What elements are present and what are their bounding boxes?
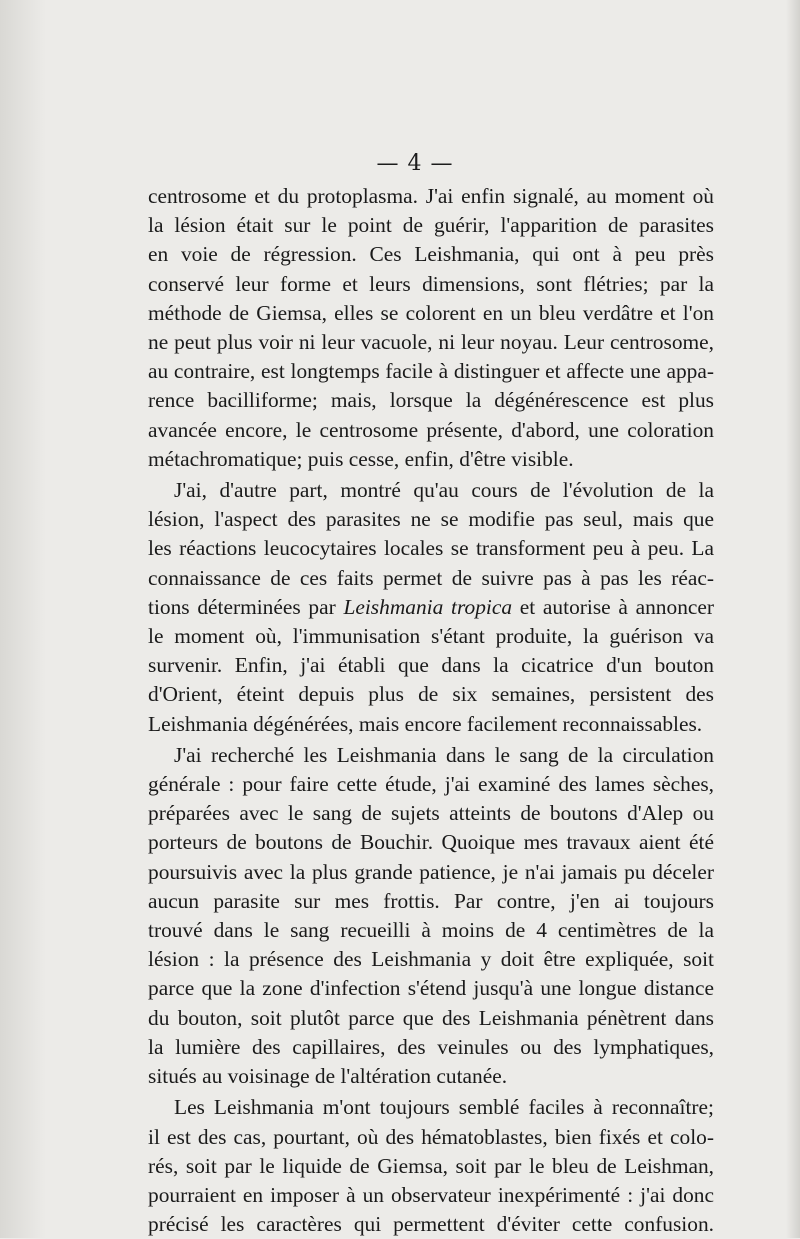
text-line: du bouton, soit plutôt parce que des Leishmania pénètrent dans — [148, 1005, 714, 1030]
binding-gutter-shadow — [0, 0, 46, 1238]
text-line: survenir. Enfin, j'ai établi que dans la cicatrice d'un bouton — [148, 653, 714, 678]
text-line: lésion : la présence des Leishmania y doit être expliquée, soit — [148, 947, 714, 972]
text-line: trouvé dans le sang recueilli à moins de 4 centimètres de la — [148, 918, 714, 943]
text-line: la lumière des capillaires, des veinules ou des lymphatiques, — [148, 1034, 714, 1059]
text-line: les réactions leucocytaires locales se transforment peu à peu. La — [148, 536, 714, 561]
text-line: parce que la zone d'infection s'étend jusqu'à une longue distance — [148, 976, 714, 1001]
text-line: Les Leishmania m'ont toujours semblé faciles à reconnaître; — [174, 1095, 714, 1120]
text-line: d'Orient, éteint depuis plus de six semaines, persistent des — [148, 682, 714, 707]
text-line: J'ai recherché les Leishmania dans le sang de la circulation — [174, 742, 714, 767]
text-line: au contraire, est longtemps facile à distinguer et affecte une appa- — [148, 359, 714, 384]
paragraph-3 — [148, 741, 714, 1091]
text-line: ne peut plus voir ni leur vacuole, ni leur noyau. Leur centrosome, — [148, 330, 714, 355]
text-line: centrosome et du protoplasma. J'ai enfin signalé, au moment où — [148, 184, 714, 208]
page-edge-shadow — [786, 0, 800, 1238]
paragraph-2 — [148, 476, 714, 739]
text-line: la lésion était sur le point de guérir, l'apparition de parasites — [148, 213, 714, 238]
text-line: poursuivis avec la plus grande patience, je n'ai jamais pu déceler — [148, 859, 714, 884]
text-segment: tions déterminées par — [148, 594, 344, 619]
text-line: générale : pour faire cette étude, j'ai examiné des lames sèches, — [148, 772, 714, 797]
text-line: précisé les caractères qui permettent d'éviter cette confusion. — [148, 1212, 714, 1237]
body-text — [148, 182, 714, 1239]
text-line: le moment où, l'immunisation s'étant produite, la guérison va — [148, 624, 714, 649]
paragraph-4 — [148, 1093, 714, 1239]
text-line: aucun parasite sur mes frottis. Par contre, j'en ai toujours — [148, 888, 714, 913]
text-line: il est des cas, pourtant, où des hématoblastes, bien fixés et colo- — [148, 1124, 714, 1149]
paragraph-1 — [148, 182, 714, 474]
text-line: métachromatique; puis cesse, enfin, d'être visible. — [148, 446, 574, 471]
text-line: lésion, l'aspect des parasites ne se modifie pas seul, mais que — [148, 507, 714, 532]
text-line: préparées avec le sang de sujets atteints de boutons d'Alep ou — [148, 801, 714, 826]
text-line: rence bacilliforme; mais, lorsque la dégénérescence est plus — [148, 388, 714, 413]
text-line: conservé leur forme et leurs dimensions, sont flétries; par la — [148, 271, 714, 296]
text-line: rés, soit par le liquide de Giemsa, soit par le bleu de Leishman, — [148, 1153, 714, 1178]
text-line: méthode de Giemsa, elles se colorent en un bleu verdâtre et l'on — [148, 300, 714, 325]
text-line: pourraient en imposer à un observateur inexpérimenté : j'ai donc — [148, 1182, 714, 1207]
text-line: Leishmania dégénérées, mais encore facilement reconnaissables. — [148, 711, 703, 736]
text-line: avancée encore, le centrosome présente, d'abord, une coloration — [148, 417, 714, 442]
page-number: — 4 — — [376, 151, 454, 176]
text-line-with-italic — [148, 593, 714, 622]
text-line: porteurs de boutons de Bouchir. Quoique mes travaux aient été — [148, 830, 714, 855]
text-line: connaissance de ces faits permet de suivre pas à pas les réac- — [148, 565, 714, 590]
text-line: en voie de régression. Ces Leishmania, qui ont à peu près — [148, 242, 714, 267]
text-segment: et autorise à annoncer — [512, 594, 714, 619]
text-line: J'ai, d'autre part, montré qu'au cours de l'évolution de la — [174, 478, 714, 503]
species-name: Leishmania tropica — [343, 594, 513, 619]
text-line: situés au voisinage de l'altération cutanée. — [148, 1064, 508, 1089]
